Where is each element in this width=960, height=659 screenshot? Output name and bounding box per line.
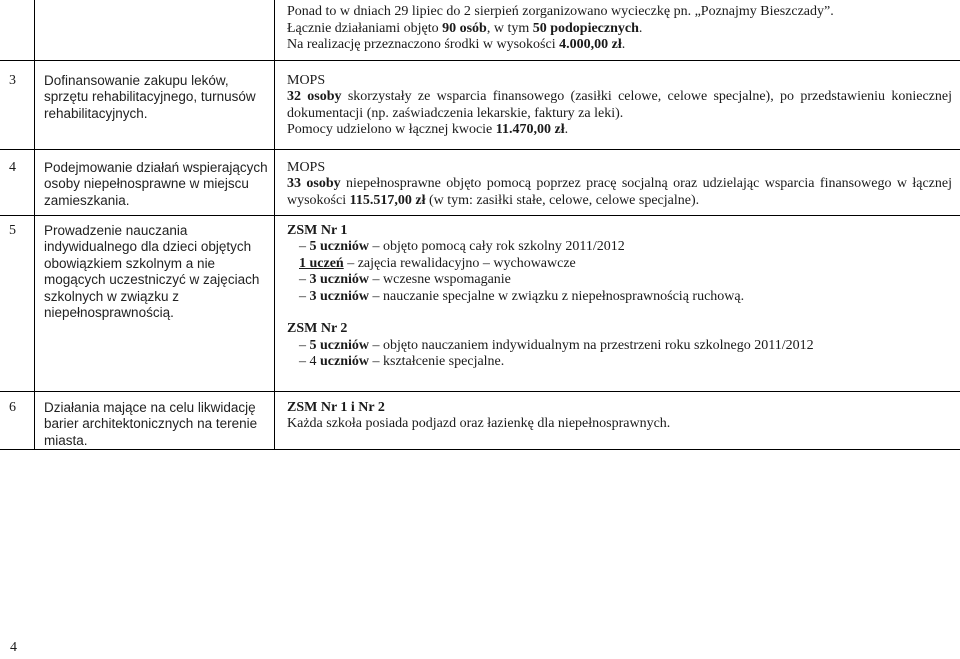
task-cell: Działania mające na celu likwidację barier architektonicznych na terenie miasta. <box>35 391 275 450</box>
zsm2-heading: ZSM Nr 2 <box>287 321 348 336</box>
description-cell <box>275 391 960 450</box>
paragraph: Każda szkoła posiada podjazd oraz łazienkę dla niepełnosprawnych. <box>287 416 671 431</box>
task-cell: Podejmowanie działań wspierających osoby niepełnosprawne w miejscu zamieszkania. <box>35 149 275 215</box>
row-number: 4 <box>0 149 35 215</box>
table-row <box>0 391 960 450</box>
list-item: – 4 uczniów – kształcenie specjalne. <box>299 354 505 369</box>
task-cell: Dofinansowanie zakupu leków, sprzętu rehabilitacyjnego, turnusów rehabilitacyjnych. <box>35 60 275 149</box>
intro-line-3: Na realizację przeznaczono środki w wysokości 4.000,00 zł. <box>287 37 626 52</box>
list-item: – 3 uczniów – nauczanie specjalne w związku z niepełnosprawnością ruchową. <box>299 288 745 304</box>
paragraph: Pomocy udzielono w łącznej kwocie 11.470,00 zł. <box>287 122 569 137</box>
list-item: 1 uczeń – zajęcia rewalidacyjno – wychowawcze <box>299 255 576 271</box>
list-item: – 5 uczniów – objęto pomocą cały rok szkolny 2011/2012 <box>299 239 625 254</box>
task-cell: Prowadzenie nauczania indywidualnego dla dzieci objętych obowiązkiem szkolnym a nie mogących uczestniczyć w zajęciach szkolnych w związku z niepełnosprawnością. <box>35 215 275 391</box>
task-cell <box>35 0 275 60</box>
number-cell <box>0 0 35 60</box>
section-heading: MOPS <box>287 159 326 175</box>
list-item: – 5 uczniów – objęto nauczaniem indywidualnym na przestrzeni roku szkolnego 2011/2012 <box>299 337 814 353</box>
table-row <box>0 149 960 215</box>
table-row <box>0 215 960 391</box>
intro-line-2: Łącznie działaniami objęto 90 osób, w tym 50 podopiecznych. <box>287 20 643 36</box>
description-cell <box>275 149 960 215</box>
paragraph: 32 osoby skorzystały ze wsparcia finansowego (zasiłki celowe, celowe specjalne), po przedstawieniu koniecznej dokumentacji (np. zaświadczenia lekarskie, faktury za leki). <box>287 89 952 121</box>
description-cell <box>275 60 960 149</box>
description-cell <box>275 0 960 60</box>
description-cell <box>275 215 960 391</box>
section-heading: ZSM Nr 1 i Nr 2 <box>287 399 385 415</box>
row-number: 3 <box>0 60 35 149</box>
page-number: 4 <box>10 640 17 655</box>
list-item: – 3 uczniów – wczesne wspomaganie <box>299 272 511 287</box>
section-heading: MOPS <box>287 72 326 88</box>
row-number: 6 <box>0 391 35 450</box>
row-number: 5 <box>0 215 35 391</box>
table-row <box>0 60 960 149</box>
intro-line-1: Ponad to w dniach 29 lipiec do 2 sierpień zorganizowano wycieczkę pn. „Poznajmy Bieszczady”. <box>287 4 834 19</box>
zsm1-heading: ZSM Nr 1 <box>287 222 348 238</box>
table-row <box>0 0 960 60</box>
paragraph: 33 osoby niepełnosprawne objęto pomocą poprzez pracę socjalną oraz udzielając wsparcia finansowego w łącznej wysokości 115.517,00 zł (w tym: zasiłki stałe, celowe, celowe specjalne). <box>287 176 952 208</box>
